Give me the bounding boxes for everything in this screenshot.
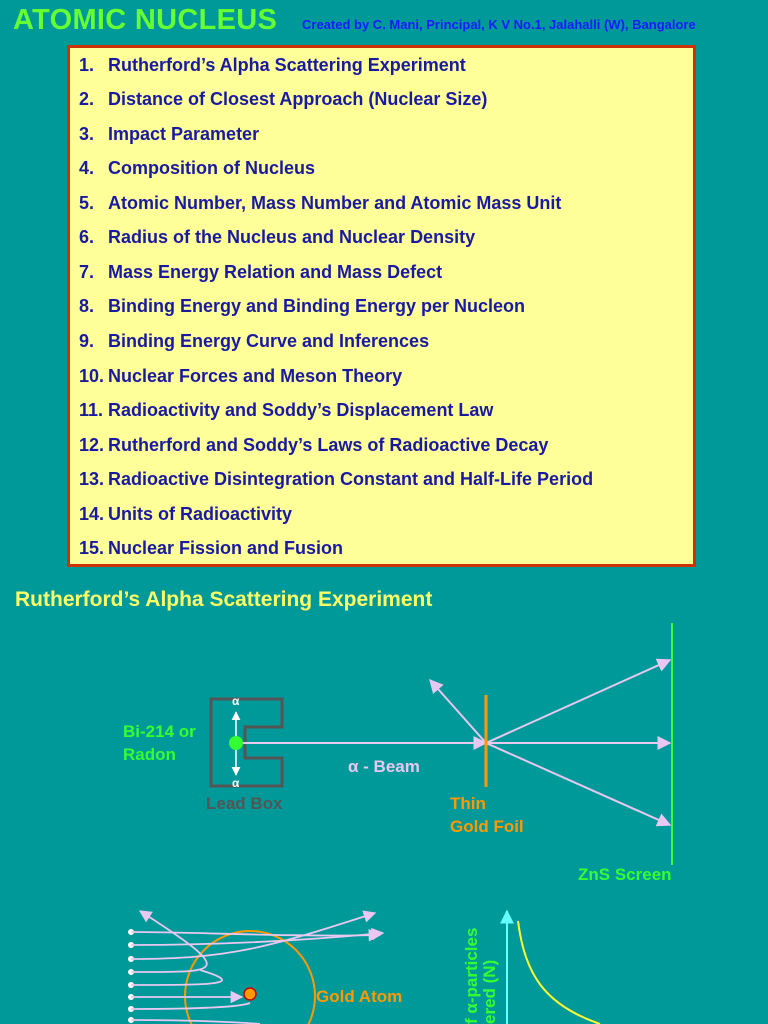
toc-item-label: Atomic Number, Mass Number and Atomic Mass Unit [108,193,562,213]
toc-item [79,504,292,525]
toc-item-number: 13. [79,469,105,489]
screen-label: ZnS Screen [578,865,672,884]
toc-item-number: 5. [79,193,95,213]
toc-item-number: 14. [79,504,105,524]
toc-item-label: Mass Energy Relation and Mass Defect [108,262,443,282]
lead-box-label: Lead Box [206,794,283,813]
page-title: ATOMIC NUCLEUS [13,4,278,36]
graph-ylabel-line1: f α-particles [462,927,481,1024]
toc-item-number: 3. [79,124,95,144]
ray-lower [486,743,670,825]
author-credit: Created by C. Mani, Principal, K V No.1, Jalahalli (W), Bangalore [302,17,696,32]
toc-item [79,158,315,179]
toc-item-label: Nuclear Fission and Fusion [108,538,344,558]
toc-item-number: 11. [79,400,104,420]
toc-item-number: 10. [79,366,105,386]
toc-item-label: Nuclear Forces and Meson Theory [108,366,403,386]
toc-item-label: Radioactive Disintegration Constant and Half-Life Period [108,469,594,489]
graph-ylabel-line2: ered (N) [480,959,499,1024]
toc-item [79,469,593,490]
toc-item-label: Binding Energy and Binding Energy per Nucleon [108,296,526,316]
toc-item-label: Radius of the Nucleus and Nuclear Density [108,227,476,247]
toc-item [79,124,259,145]
toc-item-label: Rutherford and Soddy’s Laws of Radioactive Decay [108,435,549,455]
particle-paths [131,911,383,1024]
toc-item-number: 1. [79,55,95,75]
ray-upper [486,660,670,743]
toc-item-label: Units of Radioactivity [108,504,293,524]
toc-item-label: Distance of Closest Approach (Nuclear Size) [108,89,488,109]
toc-item-number: 8. [79,296,95,316]
toc-item [79,366,402,387]
toc-item-number: 4. [79,158,95,178]
toc-item-number: 15. [79,538,105,558]
toc-item-number: 2. [79,89,95,109]
foil-label-line2: Gold Foil [450,817,524,836]
toc-item-label: Binding Energy Curve and Inferences [108,331,430,351]
beam-label: α - Beam [348,757,420,776]
radioactive-source-dot [229,736,243,750]
source-label-line2: Radon [123,745,176,764]
toc-item [79,193,561,214]
toc-item-number: 12. [79,435,105,455]
scattering-diagram [0,615,768,1024]
toc-item-label: Radioactivity and Soddy’s Displacement Law [108,400,494,420]
gold-atom-label: Gold Atom [316,987,403,1006]
toc-item-label: Rutherford’s Alpha Scattering Experiment [108,55,466,75]
foil-label-line1: Thin [450,794,486,813]
table-of-contents [67,45,696,567]
toc-item [79,331,429,352]
toc-item-number: 6. [79,227,95,247]
toc-item [79,296,525,317]
toc-item [79,538,343,559]
toc-item-number: 7. [79,262,95,282]
toc-item-label: Composition of Nucleus [108,158,315,178]
alpha-symbol-bottom: α [232,776,240,790]
toc-item [79,227,475,248]
toc-item-label: Impact Parameter [108,124,260,144]
source-label-line1: Bi-214 or [123,722,196,741]
toc-item [79,262,442,283]
toc-item [79,435,548,456]
gold-atom-circle [185,931,315,1024]
toc-item-number: 9. [79,331,95,351]
toc-item [79,55,466,76]
graph-decay-curve [518,921,600,1024]
toc-item [79,400,493,421]
nucleus-circle [244,988,256,1000]
section-heading: Rutherford’s Alpha Scattering Experiment [15,588,433,611]
toc-item [79,89,487,110]
ray-backscatter [430,680,486,743]
alpha-symbol-top: α [232,694,240,708]
